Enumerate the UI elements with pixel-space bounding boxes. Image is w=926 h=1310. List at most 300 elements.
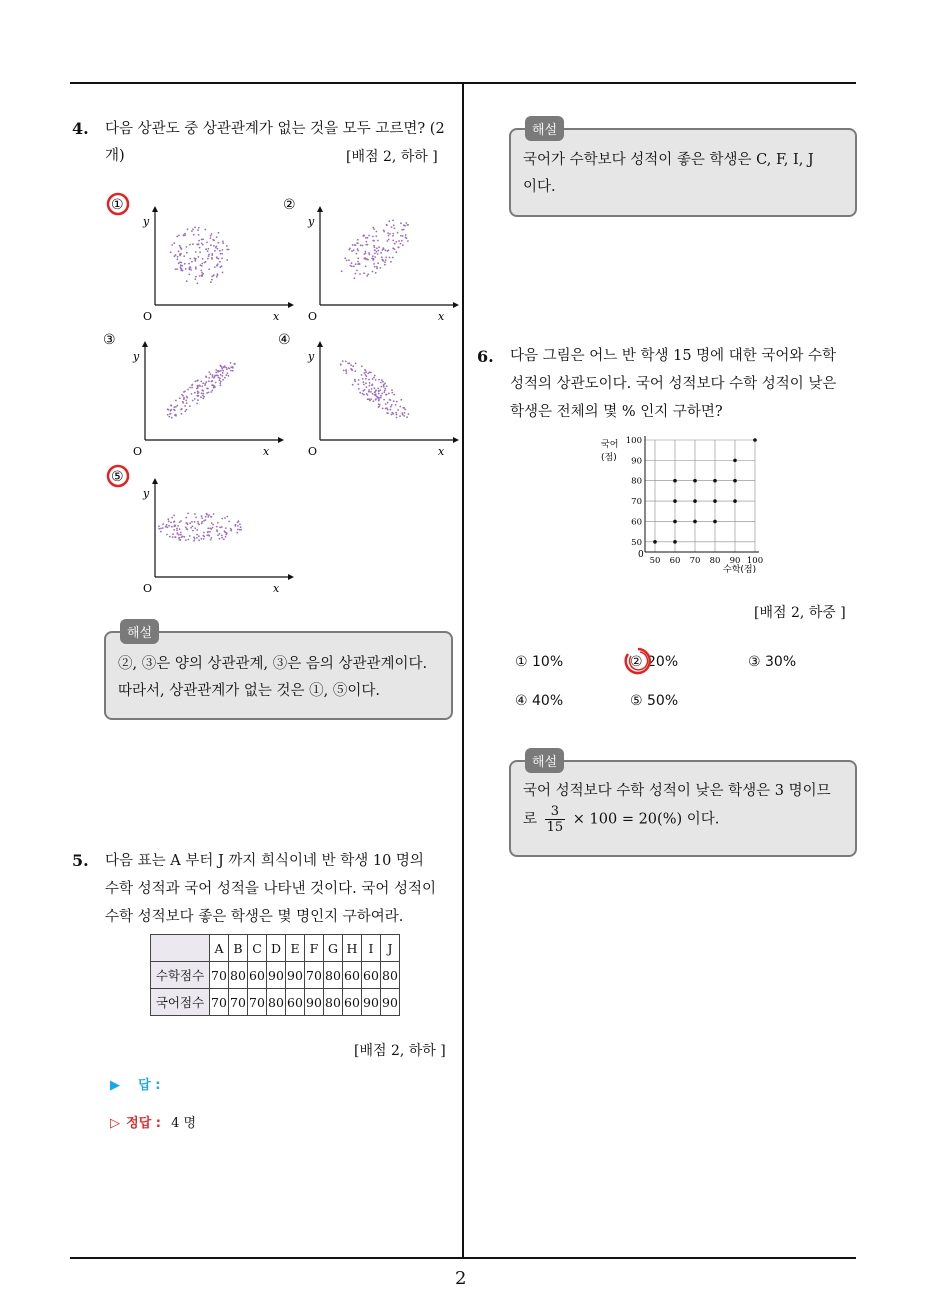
table-cell: 60 <box>362 962 381 989</box>
scatter-dot <box>351 369 353 371</box>
table-cell: H <box>343 935 362 962</box>
scatter-dot <box>379 404 381 406</box>
scatter-dot <box>181 408 183 410</box>
scatter-dot <box>382 247 384 249</box>
scatter-dot <box>189 387 191 389</box>
x-arrow-icon <box>453 437 459 443</box>
scatter-dot <box>179 397 181 399</box>
scatter-dot <box>356 242 358 244</box>
scatter-dot <box>384 264 386 266</box>
scatter-dot <box>384 261 386 263</box>
scatter-dot <box>205 516 207 518</box>
scatter-dot <box>376 266 378 268</box>
q5-correct-label: 정답 : <box>126 1116 161 1131</box>
scatter-dot <box>226 368 228 370</box>
scatter-dot <box>400 243 402 245</box>
table-cell: E <box>286 935 305 962</box>
scatter-dot <box>399 415 401 417</box>
q4-solution-line2: 따라서, 상관관계가 없는 것은 ①, ⑤이다. <box>118 683 380 699</box>
scatter-dot <box>194 380 196 382</box>
scatter-dot <box>158 525 160 527</box>
table-cell: 60 <box>343 989 362 1016</box>
scatter-dot <box>221 368 223 370</box>
scatter-dot <box>352 365 354 367</box>
scatter-dot <box>160 528 162 530</box>
y-arrow-icon <box>142 341 148 347</box>
scatter-dot <box>222 375 224 377</box>
scatter-dot <box>183 255 185 257</box>
scatter-dot <box>223 367 225 369</box>
scatter-dot <box>365 378 367 380</box>
scatter-dot <box>374 249 376 251</box>
scatter-dot <box>230 530 232 532</box>
scatter-dot <box>210 235 212 237</box>
scatter-dot <box>362 235 364 237</box>
scatter-dot <box>389 409 391 411</box>
scatter-dot <box>218 370 220 372</box>
table-cell: 90 <box>286 962 305 989</box>
scatter-dot <box>221 258 223 260</box>
scatter-dot <box>352 244 354 246</box>
scatter-dot <box>240 526 242 528</box>
scatter-dot <box>219 538 221 540</box>
scatter-dot <box>393 224 395 226</box>
scatter-dot <box>394 228 396 230</box>
scatter-dot <box>171 517 173 519</box>
q6-option-1[interactable]: ① 10% <box>515 654 564 670</box>
scatter-dot <box>380 252 382 254</box>
scatter-dot <box>201 521 203 523</box>
scatter-dot <box>185 517 187 519</box>
scatter-dot <box>343 370 345 372</box>
scatter-dot <box>172 533 174 535</box>
scatter-dot <box>220 253 222 255</box>
scatter-dot <box>173 242 175 244</box>
scatter-dot <box>180 534 182 536</box>
q5-text-line1: 다음 표는 A 부터 J 까지 희식이네 반 학생 10 명의 <box>105 853 424 869</box>
scatter-dot <box>190 269 192 271</box>
scatter-dot <box>188 263 190 265</box>
scatter-dot <box>383 231 385 233</box>
scatter-dot <box>191 521 193 523</box>
scatter-dot <box>178 250 180 252</box>
scatter-dot <box>223 538 225 540</box>
scatter-dot <box>222 241 224 243</box>
scatter-dot <box>194 527 196 529</box>
table-cell: G <box>324 935 343 962</box>
scatter-dot <box>207 527 209 529</box>
scatter-dot <box>166 534 168 536</box>
scatter-dot <box>180 520 182 522</box>
scatter-dot <box>198 524 200 526</box>
scatter-dot <box>396 414 398 416</box>
scatter-dot <box>403 415 405 417</box>
scatter-dot <box>221 526 223 528</box>
scatter-dot <box>365 244 367 246</box>
scatter-dot <box>168 520 170 522</box>
scatter-dot <box>197 282 199 284</box>
scatter-dot <box>217 375 219 377</box>
scatter-dot <box>191 230 193 232</box>
scatter-dot <box>369 385 371 387</box>
scatter-dot <box>174 406 176 408</box>
scatter-point <box>713 499 717 503</box>
table-cell: B <box>229 935 248 962</box>
scatter-dot <box>373 228 375 230</box>
scatter-dot <box>200 270 202 272</box>
scatter-dot <box>218 232 220 234</box>
scatter-dot <box>188 274 190 276</box>
scatter-dot <box>378 406 380 408</box>
scatter-dot <box>195 266 197 268</box>
scatter-dot <box>372 240 374 242</box>
scatter-dot <box>403 224 405 226</box>
scatter-dot <box>160 531 162 533</box>
scatter-dot <box>358 379 360 381</box>
scatter-dot <box>184 263 186 265</box>
scatter-dot <box>220 374 222 376</box>
x-axis-label: 수학(점) <box>723 565 757 575</box>
scatter-dot <box>183 235 185 237</box>
y-axis-label: y <box>308 350 315 363</box>
scatter-dot <box>221 366 223 368</box>
scatter-dot <box>176 268 178 270</box>
scatter-point <box>673 520 677 524</box>
y-arrow-icon <box>317 341 323 347</box>
scatter-dot <box>362 393 364 395</box>
scatter-dot <box>194 398 196 400</box>
scatter-dot <box>351 262 353 264</box>
scatter-dot <box>237 521 239 523</box>
table-cell: 70 <box>210 989 229 1016</box>
scatter-dot <box>383 386 385 388</box>
scatter-dot <box>373 377 375 379</box>
scatter-dot <box>398 240 400 242</box>
scatter-dot <box>381 379 383 381</box>
scatter-dot <box>219 533 221 535</box>
scatter-dot <box>210 539 212 541</box>
scatter-dot <box>377 253 379 255</box>
scatter-dot <box>210 281 212 283</box>
scatter-dot <box>363 394 365 396</box>
scatter-dot <box>355 362 357 364</box>
scatter-dot <box>386 224 388 226</box>
table-cell: 80 <box>324 989 343 1016</box>
x-axis-label: x <box>273 582 280 595</box>
scatter-dot <box>211 522 213 524</box>
scatter-dot <box>220 381 222 383</box>
q6-correct-circle-mark <box>622 645 654 677</box>
scatter-dot <box>407 240 409 242</box>
scatter-point <box>693 479 697 483</box>
scatter-dot <box>391 226 393 228</box>
q4-solution-line1: ②, ③은 양의 상관관계, ③은 음의 상관관계이다. <box>118 656 428 672</box>
scatter-dot <box>230 370 232 372</box>
scatter-dot <box>217 248 219 250</box>
x-tick-label: 80 <box>709 556 721 566</box>
scatter-dot <box>224 531 226 533</box>
q5-number: 5. <box>72 851 89 870</box>
scatter-dot <box>176 528 178 530</box>
scatter-dot <box>389 233 391 235</box>
scatter-dot <box>197 387 199 389</box>
x-axis-label: x <box>263 445 270 458</box>
q6-option-4[interactable]: ④ 40% <box>515 693 564 709</box>
scatter-dot <box>350 364 352 366</box>
scatter-dot <box>167 414 169 416</box>
scatter-dot <box>186 522 188 524</box>
scatter-dot <box>387 232 389 234</box>
scatter-dot <box>382 249 384 251</box>
q4-solution-box <box>104 626 453 720</box>
origin-label: O <box>308 310 318 323</box>
scatter-dot <box>363 381 365 383</box>
scatter-dot <box>203 538 205 540</box>
scatter-dot <box>175 536 177 538</box>
scatter-dot <box>167 518 169 520</box>
scatter-dot <box>351 265 353 267</box>
scatter-dot <box>201 515 203 517</box>
scatter-dot <box>227 372 229 374</box>
scatter-dot <box>195 517 197 519</box>
scatter-dot <box>198 240 200 242</box>
scatter-dot <box>212 384 214 386</box>
scatter-dot <box>219 382 221 384</box>
scatter-dot <box>183 398 185 400</box>
scatter-dot <box>373 258 375 260</box>
play-arrow-icon: ▶ <box>110 1078 120 1093</box>
scatter-dot <box>186 397 188 399</box>
scatter-dot <box>226 374 228 376</box>
table-cell: 80 <box>267 989 286 1016</box>
scatter-dot <box>186 402 188 404</box>
scatter-dot <box>176 236 178 238</box>
scatter-dot <box>351 250 353 252</box>
scatter-dot <box>362 378 364 380</box>
q6-option-3[interactable]: ③ 30% <box>748 654 797 670</box>
scatter-dot <box>373 245 375 247</box>
table-cell: A <box>210 935 229 962</box>
x-tick-label: 50 <box>649 556 661 566</box>
scatter-dot <box>201 517 203 519</box>
scatter-dot <box>356 253 358 255</box>
q6-solution-line1: 국어 성적보다 수학 성적이 낮은 학생은 3 명이므 <box>523 783 831 799</box>
scatter-dot <box>359 392 361 394</box>
scatter-dot <box>387 409 389 411</box>
scatter-dot <box>182 402 184 404</box>
scatter-dot <box>373 263 375 265</box>
scatter-dot <box>393 400 395 402</box>
scatter-point <box>673 540 677 544</box>
scatter-dot <box>373 400 375 402</box>
scatter-dot <box>170 409 172 411</box>
scatter-dot <box>365 382 367 384</box>
scatter-dot <box>226 259 228 261</box>
scatter-dot <box>212 376 214 378</box>
scatter-dot <box>208 255 210 257</box>
scatter-dot <box>216 526 218 528</box>
table-cell: 80 <box>324 962 343 989</box>
scatter-dot <box>210 237 212 239</box>
scatter-dot <box>182 270 184 272</box>
scatter-dot <box>197 379 199 381</box>
table-cell: 90 <box>305 989 324 1016</box>
origin-label: O <box>143 582 153 595</box>
scatter-dot <box>179 261 181 263</box>
option-label: ① <box>111 197 124 213</box>
scatter-dot <box>192 243 194 245</box>
scatter-dot <box>211 537 213 539</box>
scatter-dot <box>196 529 198 531</box>
scatter-point <box>713 479 717 483</box>
scatter-dot <box>228 375 230 377</box>
scatter-dot <box>385 394 387 396</box>
scatter-dot <box>188 539 190 541</box>
q6-solution-line2 <box>523 804 845 835</box>
scatter-dot <box>392 247 394 249</box>
scatter-dot <box>186 528 188 530</box>
q6-option-5[interactable]: ⑤ 50% <box>630 693 679 709</box>
scatter-dot <box>195 251 197 253</box>
scatter-dot <box>189 522 191 524</box>
scatter-dot <box>382 408 384 410</box>
scatter-dot <box>199 275 201 277</box>
scatter-dot <box>213 377 215 379</box>
table-row <box>151 989 400 1016</box>
scatter-dot <box>219 266 221 268</box>
scatter-dot <box>179 528 181 530</box>
q4-score: [배점 2, 하하 ] <box>346 149 438 165</box>
scatter-dot <box>392 233 394 235</box>
table-cell: I <box>362 935 381 962</box>
scatter-dot <box>368 235 370 237</box>
scatter-dot <box>370 398 372 400</box>
origin-label: 0 <box>638 550 644 560</box>
scatter-dot <box>377 388 379 390</box>
scatter-dot <box>203 393 205 395</box>
scatter-dot <box>211 516 213 518</box>
scatter-dot <box>366 393 368 395</box>
scatter-dot <box>385 408 387 410</box>
scatter-dot <box>375 399 377 401</box>
scatter-dot <box>221 518 223 520</box>
q5-answer-row[interactable] <box>110 1074 160 1093</box>
scatter-dot <box>348 259 350 261</box>
scatter-dot <box>378 393 380 395</box>
scatter-dot <box>208 371 210 373</box>
scatter-dot <box>391 404 393 406</box>
scatter-dot <box>186 280 188 282</box>
scatter-dot <box>404 409 406 411</box>
scatter-dot <box>357 261 359 263</box>
scatter-dot <box>360 244 362 246</box>
scatter-dot <box>222 272 224 274</box>
scatter-dot <box>201 263 203 265</box>
scatter-dot <box>392 235 394 237</box>
scatter-dot <box>217 242 219 244</box>
scatter-dot <box>213 387 215 389</box>
scatter-dot <box>403 229 405 231</box>
scatter-dot <box>158 528 160 530</box>
scatter-dot <box>368 252 370 254</box>
scatter-option-3 <box>103 332 284 458</box>
scatter-dot <box>226 516 228 518</box>
scatter-dot <box>194 513 196 515</box>
scatter-dot <box>391 392 393 394</box>
scatter-dot <box>395 251 397 253</box>
q5-grades-table <box>150 934 400 1016</box>
scatter-dot <box>198 391 200 393</box>
x-tick-label: 70 <box>689 556 701 566</box>
scatter-dot <box>210 528 212 530</box>
scatter-dot <box>196 534 198 536</box>
scatter-dot <box>221 253 223 255</box>
scatter-dot <box>203 532 205 534</box>
scatter-dot <box>208 268 210 270</box>
scatter-dot <box>217 522 219 524</box>
scatter-dot <box>178 534 180 536</box>
scatter-dot <box>213 274 215 276</box>
q5-solution-line1: 국어가 수학보다 성적이 좋은 학생은 C, F, I, J <box>523 152 814 168</box>
column-divider <box>462 83 464 1258</box>
scatter-dot <box>380 395 382 397</box>
table-cell: 70 <box>229 989 248 1016</box>
x-tick-label: 60 <box>669 556 681 566</box>
scatter-dot <box>390 261 392 263</box>
scatter-dot <box>387 402 389 404</box>
scatter-option-5 <box>108 466 294 595</box>
scatter-dot <box>213 245 215 247</box>
scatter-dot <box>208 514 210 516</box>
scatter-dot <box>405 234 407 236</box>
scatter-dot <box>202 395 204 397</box>
scatter-dot <box>395 404 397 406</box>
table-cell: 수학점수 <box>151 962 210 989</box>
scatter-dot <box>357 239 359 241</box>
scatter-dot <box>341 270 343 272</box>
scatter-dot <box>356 270 358 272</box>
scatter-dot <box>172 536 174 538</box>
scatter-dot <box>361 365 363 367</box>
scatter-dot <box>175 400 177 402</box>
scatter-dot <box>171 244 173 246</box>
scatter-dot <box>217 274 219 276</box>
scatter-dot <box>363 384 365 386</box>
q6-option-2[interactable]: ② 20% <box>630 654 679 670</box>
scatter-dot <box>365 237 367 239</box>
scatter-dot <box>174 525 176 527</box>
scatter-dot <box>374 256 376 258</box>
scatter-dot <box>198 535 200 537</box>
scatter-dot <box>179 245 181 247</box>
scatter-dot <box>168 525 170 527</box>
scatter-dot <box>195 276 197 278</box>
scatter-dot <box>189 405 191 407</box>
scatter-dot <box>201 393 203 395</box>
scatter-dot <box>384 388 386 390</box>
scatter-dot <box>383 391 385 393</box>
page-number: 2 <box>455 1268 467 1289</box>
scatter-dot <box>374 253 376 255</box>
scatter-dot <box>376 251 378 253</box>
x-arrow-icon <box>453 302 459 308</box>
table-cell: 국어점수 <box>151 989 210 1016</box>
scatter-dot <box>232 370 234 372</box>
scatter-dot <box>213 513 215 515</box>
scatter-dot <box>196 395 198 397</box>
scatter-dot <box>189 535 191 537</box>
scatter-dot <box>186 246 188 248</box>
